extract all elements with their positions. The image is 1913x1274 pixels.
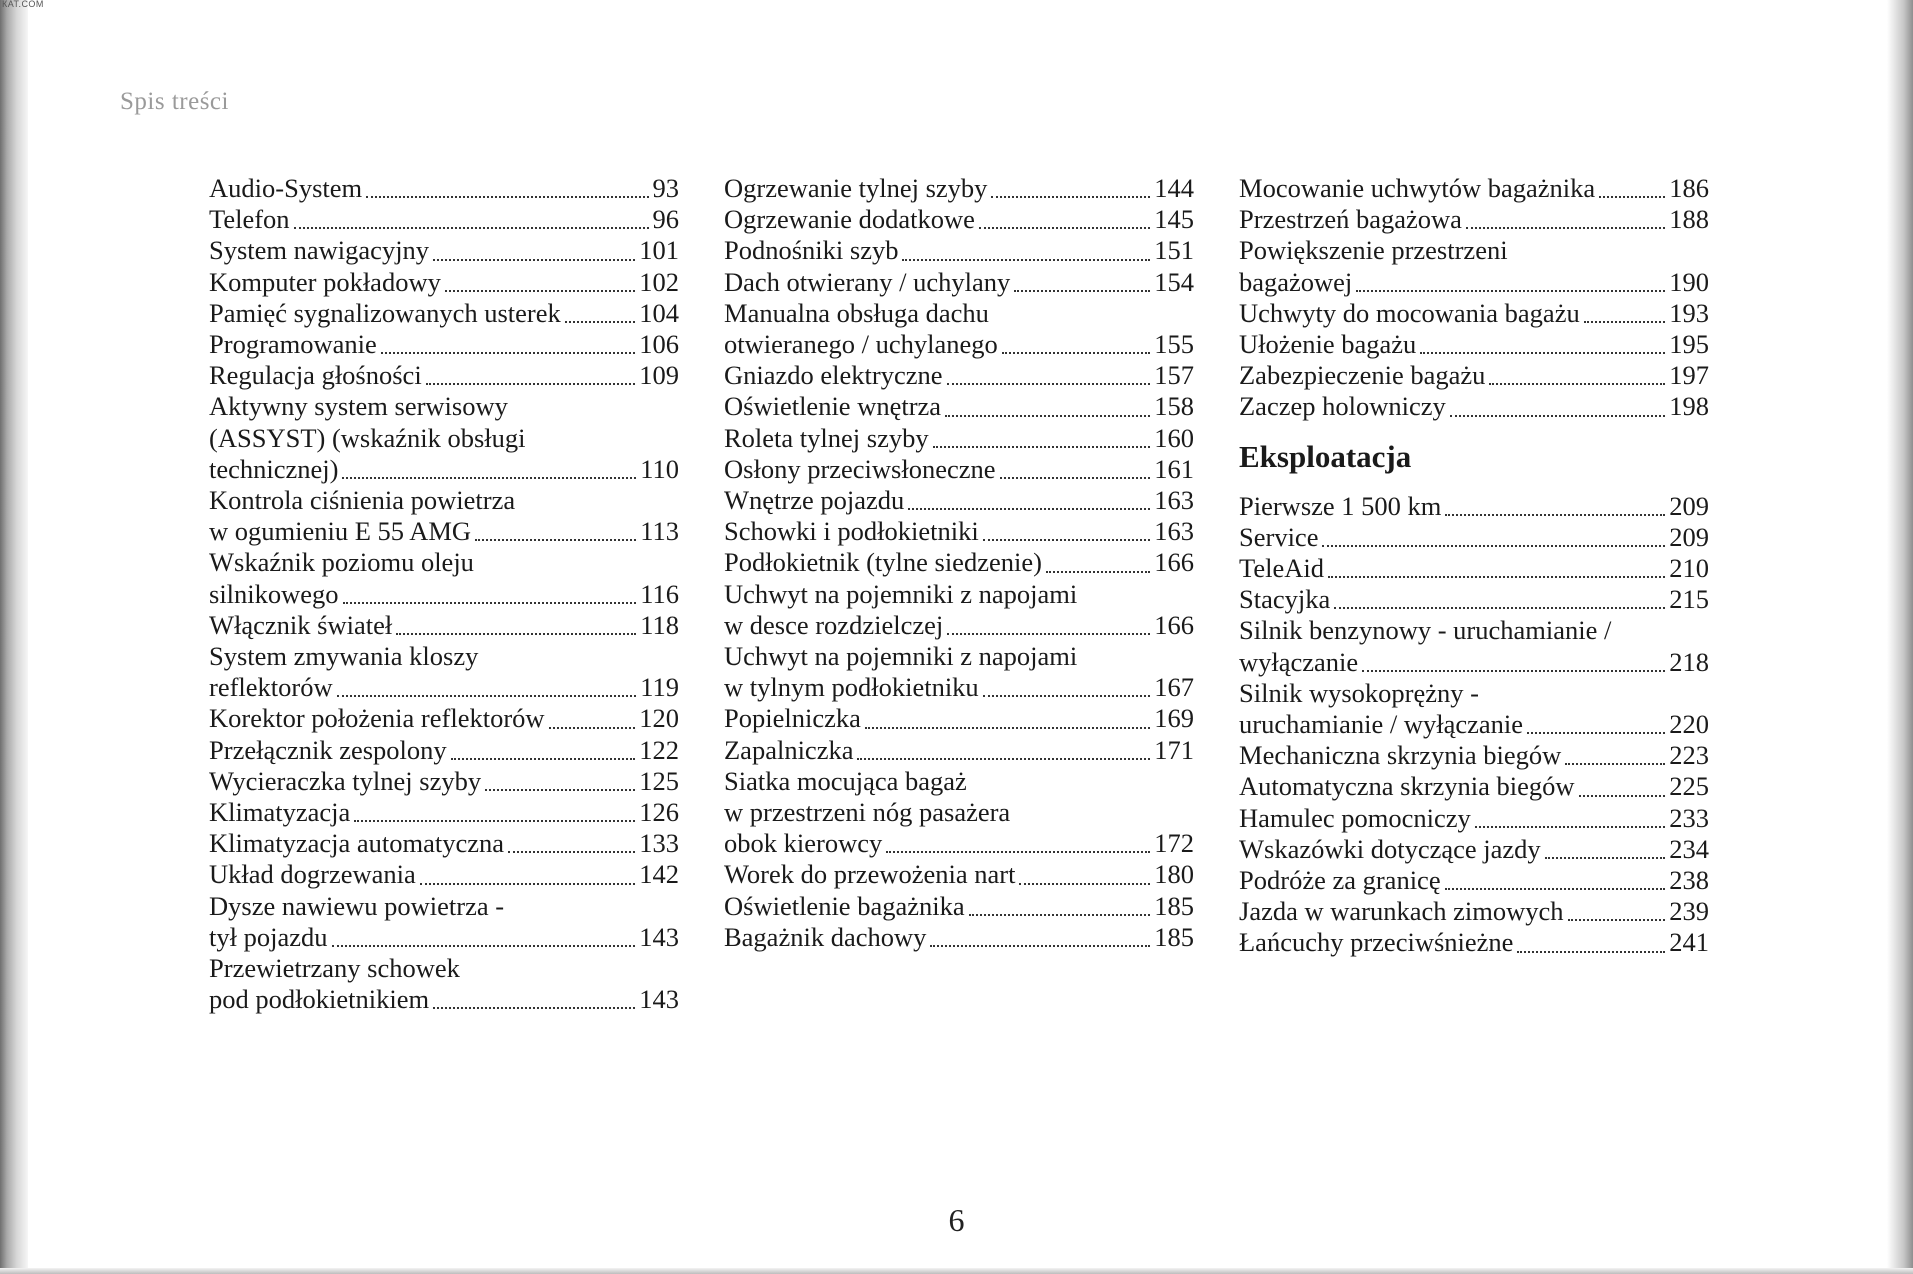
- dot-leader: [1545, 857, 1666, 859]
- toc-entry[interactable]: [724, 735, 1194, 766]
- toc-entry[interactable]: [724, 516, 1194, 547]
- toc-entry-title: Mocowanie uchwytów bagażnika: [1239, 173, 1596, 203]
- toc-entry-page: 157: [1154, 360, 1194, 391]
- toc-entry-line: Aktywny system serwisowy: [209, 391, 508, 422]
- toc-entry-title: Ogrzewanie tylnej szyby: [724, 173, 988, 203]
- dot-leader: [337, 695, 637, 697]
- page-header: Spis treści: [120, 88, 229, 115]
- toc-entry-page: 144: [1154, 173, 1194, 203]
- toc-entry-page: 171: [1154, 734, 1194, 765]
- watermark: КАТ.СОМ: [2, 0, 44, 9]
- toc-entry-title: Service: [1239, 521, 1319, 552]
- toc-entry-title: Dach otwierany / uchylany: [724, 266, 1011, 297]
- toc-column-3: [1239, 173, 1709, 959]
- toc-entry-page: 220: [1669, 709, 1709, 740]
- page-edge-right: [1887, 0, 1913, 1274]
- dot-leader: [366, 196, 648, 198]
- toc-entry[interactable]: [209, 859, 679, 890]
- toc-entry-page: 161: [1154, 453, 1194, 484]
- toc-entry-page: 96: [652, 204, 679, 235]
- toc-entry[interactable]: [724, 391, 1194, 422]
- dot-leader: [1568, 919, 1666, 921]
- dot-leader: [947, 633, 1150, 635]
- toc-entry-page: 106: [639, 329, 679, 360]
- toc-entry-title: Przełącznik zespolony: [209, 734, 447, 765]
- toc-entry-page: 225: [1669, 771, 1709, 802]
- toc-entry[interactable]: [209, 267, 679, 298]
- dot-leader: [1445, 514, 1665, 516]
- toc-entry-title: Przestrzeń bagażowa: [1239, 204, 1462, 235]
- toc-entry-page: 167: [1154, 672, 1194, 703]
- dot-leader: [1002, 352, 1151, 354]
- toc-entry[interactable]: [209, 360, 679, 391]
- toc-entry[interactable]: [1239, 391, 1709, 422]
- toc-entry-line: Silnik benzynowy - uruchamianie /: [1239, 615, 1612, 646]
- toc-entry-page: 142: [639, 859, 679, 890]
- toc-entry-page: 233: [1669, 802, 1709, 833]
- toc-entry-page: 118: [640, 609, 679, 640]
- dot-leader: [508, 851, 635, 853]
- toc-entry-title: wyłączanie: [1239, 646, 1359, 677]
- toc-entry-line: Powiększenie przestrzeni: [1239, 235, 1508, 266]
- toc-entry-title: Stacyjka: [1239, 584, 1331, 615]
- toc-column-1: [209, 173, 679, 1015]
- toc-entry-page: 163: [1154, 516, 1194, 547]
- dot-leader: [549, 727, 636, 729]
- dot-leader: [1450, 415, 1666, 417]
- toc-entry-title: Zabezpieczenie bagażu: [1239, 360, 1486, 391]
- toc-entry-line: Uchwyt na pojemniki z napojami: [724, 641, 1078, 672]
- toc-entry-title: obok kierowcy: [724, 828, 883, 859]
- toc-entry-line: Uchwyt na pojemniki z napojami: [724, 578, 1078, 609]
- toc-entry-line: System zmywania kloszy: [209, 641, 479, 672]
- toc-entry-page: 193: [1669, 297, 1709, 328]
- toc-entry[interactable]: [209, 579, 679, 610]
- toc-entry-title: TeleAid: [1239, 553, 1324, 584]
- toc-entry[interactable]: [1239, 740, 1709, 771]
- toc-entry-title: uruchamianie / wyłączanie: [1239, 709, 1523, 740]
- dot-leader: [908, 508, 1150, 510]
- dot-leader: [1445, 888, 1666, 890]
- toc-entry-page: 110: [640, 453, 679, 484]
- toc-entry[interactable]: [724, 547, 1194, 578]
- toc-entry[interactable]: [1239, 298, 1709, 329]
- toc-entry-page: 109: [639, 360, 679, 391]
- dot-leader: [983, 695, 1151, 697]
- toc-entry[interactable]: [1239, 491, 1709, 522]
- toc-entry-title: Uchwyty do mocowania bagażu: [1239, 297, 1580, 328]
- toc-entry[interactable]: [209, 204, 679, 235]
- toc-entry[interactable]: [724, 423, 1194, 454]
- dot-leader: [945, 415, 1150, 417]
- toc-entry[interactable]: [1239, 771, 1709, 802]
- toc-entry-title: Zapalniczka: [724, 734, 854, 765]
- toc-entry-page: 151: [1154, 235, 1194, 266]
- toc-entry-line: Wskaźnik poziomu oleju: [209, 547, 474, 578]
- dot-leader: [433, 1007, 635, 1009]
- toc-entry-title: Podłokietnik (tylne siedzenie): [724, 547, 1042, 578]
- toc-entry-page: 143: [639, 921, 679, 952]
- toc-entry-page: 166: [1154, 547, 1194, 578]
- toc-entry-page: 209: [1669, 490, 1709, 521]
- toc-entry-title: Klimatyzacja automatyczna: [209, 828, 505, 859]
- toc-entry[interactable]: [1239, 709, 1709, 740]
- dot-leader: [902, 259, 1150, 261]
- toc-entry-page: 155: [1154, 329, 1194, 360]
- toc-entry-page: 185: [1154, 921, 1194, 952]
- toc-entry-line: Manualna obsługa dachu: [724, 297, 989, 328]
- toc-entry-title: Worek do przewożenia nart: [724, 859, 1016, 890]
- toc-entry-title: Pamięć sygnalizowanych usterek: [209, 297, 561, 328]
- toc-entry-title: otwieranego / uchylanego: [724, 329, 998, 360]
- dot-leader: [342, 477, 636, 479]
- dot-leader: [933, 446, 1151, 448]
- toc-entry[interactable]: [209, 454, 679, 485]
- toc-entry-page: 209: [1669, 521, 1709, 552]
- toc-entry[interactable]: [209, 735, 679, 766]
- toc-entry[interactable]: [1239, 865, 1709, 896]
- toc-entry-title: Hamulec pomocniczy: [1239, 802, 1471, 833]
- toc-entry-line: w przestrzeni nóg pasażera: [724, 797, 1011, 828]
- toc-entry[interactable]: [724, 610, 1194, 641]
- dot-leader: [1489, 383, 1665, 385]
- toc-entry[interactable]: [724, 267, 1194, 298]
- toc-entry-line: Dysze nawiewu powietrza -: [209, 890, 505, 921]
- toc-entry-page: 122: [639, 734, 679, 765]
- toc-entry-title: System nawigacyjny: [209, 235, 430, 266]
- section-eksploatacja: [1239, 437, 1709, 959]
- dot-leader: [426, 383, 636, 385]
- toc-entry-page: 241: [1669, 927, 1709, 958]
- toc-column-2: [724, 173, 1194, 953]
- dot-leader: [433, 259, 635, 261]
- toc-entry-page: 125: [639, 765, 679, 796]
- toc-entry-title: Gniazdo elektryczne: [724, 360, 943, 391]
- toc-entry-line: (ASSYST) (wskaźnik obsługi: [209, 422, 526, 453]
- toc-entry-title: bagażowej: [1239, 266, 1353, 297]
- dot-leader: [565, 321, 636, 323]
- dot-leader: [969, 914, 1151, 916]
- toc-entry-title: Oświetlenie wnętrza: [724, 391, 942, 422]
- toc-entry-title: technicznej): [209, 453, 339, 484]
- dot-leader: [1579, 795, 1666, 797]
- toc-entry-title: Telefon: [209, 204, 290, 235]
- toc-entry-page: 145: [1154, 204, 1194, 235]
- dot-leader: [1362, 670, 1665, 672]
- dot-leader: [1466, 227, 1665, 229]
- toc-entry[interactable]: [1239, 267, 1709, 298]
- toc-entry[interactable]: [724, 204, 1194, 235]
- toc-entry-page: 126: [639, 797, 679, 828]
- toc-entry-line: Siatka mocująca bagaż: [724, 765, 967, 796]
- dot-leader: [485, 789, 635, 791]
- dot-leader: [354, 820, 635, 822]
- toc-entry[interactable]: [1239, 803, 1709, 834]
- toc-entry-page: 195: [1669, 329, 1709, 360]
- toc-entry-line: Przewietrzany schowek: [209, 953, 460, 984]
- page-number: 6: [948, 1202, 965, 1238]
- dot-leader: [1584, 321, 1666, 323]
- toc-entry-title: Włącznik świateł: [209, 609, 393, 640]
- toc-entry-page: 158: [1154, 391, 1194, 422]
- toc-entry-page: 210: [1669, 553, 1709, 584]
- toc-entry-page: 185: [1154, 890, 1194, 921]
- dot-leader: [294, 227, 649, 229]
- toc-entry[interactable]: [1239, 647, 1709, 678]
- dot-leader: [1322, 545, 1665, 547]
- toc-entry[interactable]: [209, 797, 679, 828]
- toc-entry[interactable]: [724, 891, 1194, 922]
- toc-entry-page: 133: [639, 828, 679, 859]
- toc-entry[interactable]: [209, 298, 679, 329]
- toc-entry[interactable]: [209, 703, 679, 734]
- toc-entry-page: 93: [652, 173, 679, 203]
- toc-entry[interactable]: [724, 828, 1194, 859]
- dot-leader: [475, 539, 636, 541]
- toc-entry-title: Schowki i podłokietniki: [724, 516, 979, 547]
- toc-entry-page: 198: [1669, 391, 1709, 422]
- toc-entry[interactable]: [209, 766, 679, 797]
- dot-leader: [445, 290, 635, 292]
- toc-entry[interactable]: [1239, 360, 1709, 391]
- toc-entry-title: Komputer pokładowy: [209, 266, 441, 297]
- dot-leader: [1527, 732, 1665, 734]
- toc-entry-page: 197: [1669, 360, 1709, 391]
- toc-entry-title: Klimatyzacja: [209, 797, 351, 828]
- page-edge-bottom: [0, 1268, 1913, 1274]
- toc-entry-page: 116: [640, 578, 679, 609]
- dot-leader: [1356, 290, 1665, 292]
- toc-entry-title: w desce rozdzielczej: [724, 609, 944, 640]
- toc-entry[interactable]: [1239, 329, 1709, 360]
- toc-entry-title: Ogrzewanie dodatkowe: [724, 204, 975, 235]
- toc-entry[interactable]: [1239, 204, 1709, 235]
- toc-entry[interactable]: [209, 329, 679, 360]
- toc-entry-title: Oświetlenie bagażnika: [724, 890, 965, 921]
- toc-entry-page: 166: [1154, 609, 1194, 640]
- toc-entry-title: Roleta tylnej szyby: [724, 422, 929, 453]
- toc-entry-title: Programowanie: [209, 329, 377, 360]
- dot-leader: [1019, 883, 1150, 885]
- toc-entry[interactable]: [209, 235, 679, 266]
- dot-leader: [451, 758, 636, 760]
- toc-entry-page: 234: [1669, 833, 1709, 864]
- dot-leader: [979, 227, 1150, 229]
- toc-entry-page: 223: [1669, 740, 1709, 771]
- toc-entry[interactable]: [724, 859, 1194, 890]
- toc-entry-page: 154: [1154, 266, 1194, 297]
- toc-entry-title: Ułożenie bagażu: [1239, 329, 1417, 360]
- toc-entry-title: Łańcuchy przeciwśnieżne: [1239, 927, 1514, 958]
- dot-leader: [1000, 477, 1151, 479]
- toc-entry[interactable]: [1239, 927, 1709, 958]
- toc-entry-page: 113: [640, 516, 679, 547]
- toc-entry[interactable]: [724, 454, 1194, 485]
- toc-entry-title: Korektor położenia reflektorów: [209, 703, 545, 734]
- toc-entry-title: Jazda w warunkach zimowych: [1239, 896, 1564, 927]
- toc-entry-title: Automatyczna skrzynia biegów: [1239, 771, 1575, 802]
- toc-entry[interactable]: [724, 329, 1194, 360]
- toc-entry[interactable]: [1239, 896, 1709, 927]
- toc-entry-page: 120: [639, 703, 679, 734]
- toc-entry-title: w tylnym podłokietniku: [724, 672, 979, 703]
- toc-entry-title: Zaczep holowniczy: [1239, 391, 1446, 422]
- toc-entry-title: Osłony przeciwsłoneczne: [724, 453, 996, 484]
- toc-entry[interactable]: [1239, 553, 1709, 584]
- dot-leader: [381, 352, 635, 354]
- toc-entry-title: tył pojazdu: [209, 921, 328, 952]
- dot-leader: [1420, 352, 1665, 354]
- toc-entry-title: reflektorów: [209, 672, 333, 703]
- toc-entry-page: 143: [639, 984, 679, 1015]
- dot-leader: [930, 945, 1150, 947]
- toc-entry[interactable]: [724, 360, 1194, 391]
- toc-entry-page: 172: [1154, 828, 1194, 859]
- toc-entry-page: 101: [639, 235, 679, 266]
- toc-entry-page: 119: [640, 672, 679, 703]
- dot-leader: [332, 945, 636, 947]
- toc-entry-title: Podróże za granicę: [1239, 865, 1441, 896]
- toc-entry-line: Silnik wysokoprężny -: [1239, 677, 1479, 708]
- dot-leader: [420, 883, 635, 885]
- toc-entry[interactable]: [1239, 173, 1709, 204]
- toc-entry-title: Wnętrze pojazdu: [724, 485, 905, 516]
- toc-entry-page: 169: [1154, 703, 1194, 734]
- toc-entry-page: 186: [1669, 173, 1709, 203]
- toc-entry-page: 215: [1669, 584, 1709, 615]
- toc-entry[interactable]: [209, 672, 679, 703]
- toc-entry-page: 102: [639, 266, 679, 297]
- toc-entry[interactable]: [724, 922, 1194, 953]
- toc-entry[interactable]: [1239, 834, 1709, 865]
- dot-leader: [947, 383, 1151, 385]
- toc-entry-title: Popielniczka: [724, 703, 861, 734]
- toc-entry-page: 238: [1669, 865, 1709, 896]
- dot-leader: [1014, 290, 1150, 292]
- dot-leader: [1517, 951, 1665, 953]
- dot-leader: [1328, 576, 1665, 578]
- toc-entry[interactable]: [724, 485, 1194, 516]
- toc-entry-title: Audio-System: [209, 173, 363, 203]
- toc-entry-page: 104: [639, 297, 679, 328]
- toc-entry-title: Układ dogrzewania: [209, 859, 416, 890]
- toc-entry[interactable]: [1239, 522, 1709, 553]
- toc-entry-page: 160: [1154, 422, 1194, 453]
- dot-leader: [857, 758, 1150, 760]
- section-heading: Eksploatacja: [1239, 438, 1412, 474]
- toc-entry-title: Regulacja głośności: [209, 360, 422, 391]
- dot-leader: [1046, 571, 1150, 573]
- toc-entry[interactable]: [209, 828, 679, 859]
- toc-entry-page: 180: [1154, 859, 1194, 890]
- toc-entry[interactable]: [724, 703, 1194, 734]
- toc-entry[interactable]: [209, 922, 679, 953]
- dot-leader: [1565, 763, 1665, 765]
- toc-entry-title: Mechaniczna skrzynia biegów: [1239, 740, 1562, 771]
- toc-entry[interactable]: [724, 672, 1194, 703]
- dot-leader: [343, 602, 637, 604]
- toc-entry-page: 190: [1669, 266, 1709, 297]
- toc-entry-title: Wskazówki dotyczące jazdy: [1239, 833, 1541, 864]
- dot-leader: [865, 727, 1150, 729]
- toc-entry-page: 218: [1669, 646, 1709, 677]
- toc-entry-page: 188: [1669, 204, 1709, 235]
- dot-leader: [1599, 196, 1665, 198]
- toc-entry-title: Bagażnik dachowy: [724, 921, 927, 952]
- toc-entry-page: 163: [1154, 485, 1194, 516]
- toc-entry-title: w ogumieniu E 55 AMG: [209, 516, 472, 547]
- toc-entry[interactable]: [724, 173, 1194, 204]
- toc-entry[interactable]: [209, 984, 679, 1015]
- toc-entry-title: Podnośniki szyb: [724, 235, 899, 266]
- toc-entry-title: silnikowego: [209, 578, 339, 609]
- dot-leader: [1475, 826, 1665, 828]
- toc-entry-line: Kontrola ciśnienia powietrza: [209, 485, 516, 516]
- dot-leader: [983, 539, 1151, 541]
- toc-entry-title: Wycieraczka tylnej szyby: [209, 765, 482, 796]
- toc-entry[interactable]: [209, 173, 679, 204]
- toc-entry[interactable]: [724, 235, 1194, 266]
- dot-leader: [1334, 607, 1665, 609]
- page-edge-left: [0, 0, 28, 1274]
- toc-entry-title: Pierwsze 1 500 km: [1239, 490, 1442, 521]
- dot-leader: [396, 633, 636, 635]
- dot-leader: [886, 851, 1150, 853]
- toc-entry[interactable]: [209, 610, 679, 641]
- dot-leader: [991, 196, 1150, 198]
- toc-entry-page: 239: [1669, 896, 1709, 927]
- toc-entry-title: pod podłokietnikiem: [209, 984, 430, 1015]
- toc-entry[interactable]: [209, 516, 679, 547]
- toc-entry[interactable]: [1239, 584, 1709, 615]
